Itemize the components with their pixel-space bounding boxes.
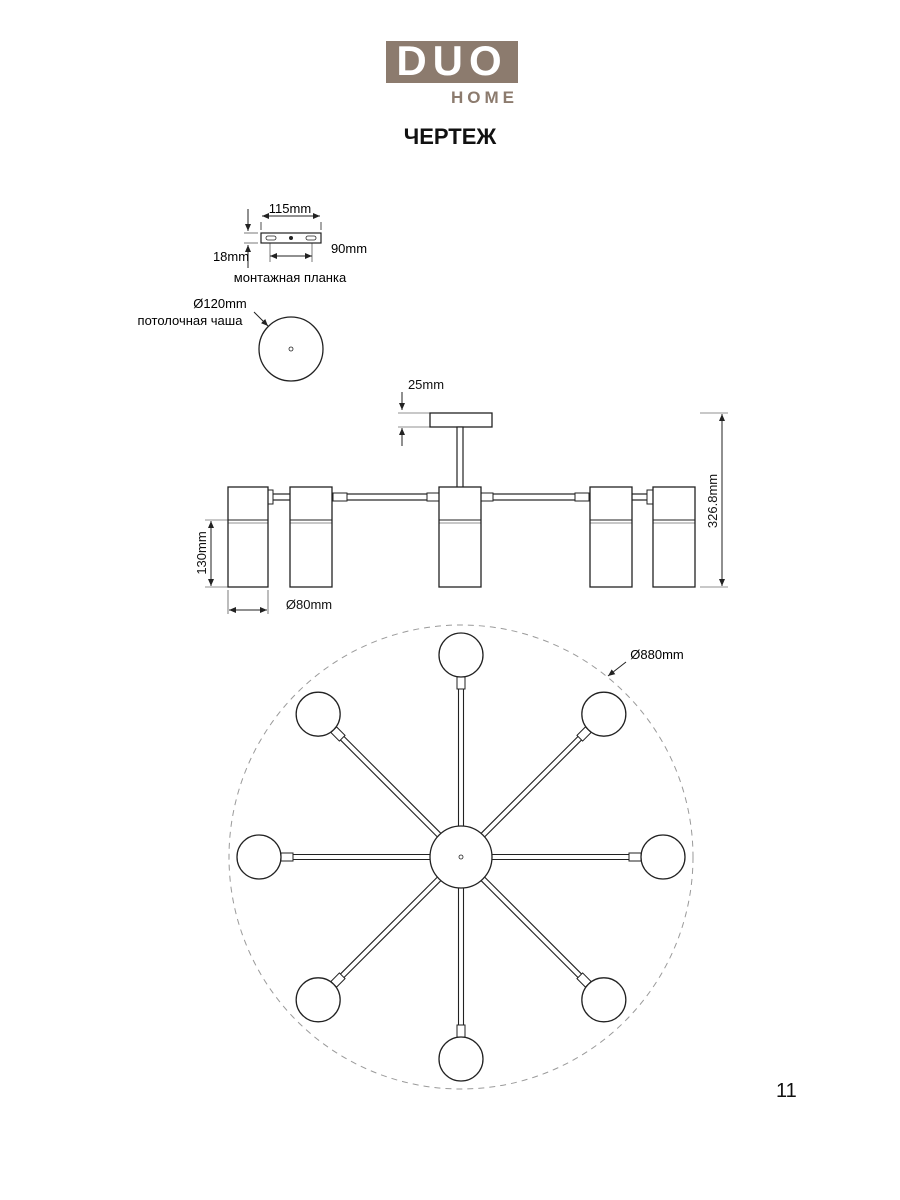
mounting-plate-diagram: [213, 201, 367, 285]
side-view-diagram: [194, 377, 728, 614]
top-view-diagram: [229, 625, 693, 1089]
shade-diameter-label: Ø80mm: [285, 597, 333, 612]
mounting-plate-caption: монтажная планка: [233, 270, 347, 285]
brand-logo-subtext: HOME: [451, 88, 518, 107]
mounting-plate-height-label: 18mm: [212, 249, 250, 264]
top-arm: [237, 835, 430, 879]
overall-diameter-label: Ø880mm: [630, 647, 684, 662]
top-arm: [439, 633, 483, 826]
top-arm-connector: [457, 677, 465, 689]
ceiling-cup-caption: потолочная чаша: [137, 313, 243, 328]
top-arm-connector: [281, 853, 293, 861]
top-globe-shade: [296, 692, 340, 736]
top-arm: [481, 877, 626, 1022]
side-shade: [653, 487, 695, 587]
side-shade: [228, 487, 268, 587]
top-arm-connector: [457, 1025, 465, 1037]
top-arm-connector: [629, 853, 641, 861]
side-shade: [290, 487, 332, 587]
side-shade: [439, 487, 481, 587]
top-arm: [439, 888, 483, 1081]
top-globe-shade: [439, 633, 483, 677]
ceiling-cup-diagram: [138, 296, 323, 381]
ceiling-cup-diameter-label: Ø120mm: [193, 296, 247, 311]
top-arm: [296, 692, 441, 837]
top-globe-shade: [296, 978, 340, 1022]
top-globe-shade: [582, 692, 626, 736]
brand-logo-text: DUO: [396, 37, 508, 84]
top-arm: [492, 835, 685, 879]
top-arm: [296, 877, 441, 1022]
shade-height-label: 130mm: [194, 531, 209, 575]
page-title: ЧЕРТЕЖ: [403, 124, 497, 149]
top-globe-shade: [582, 978, 626, 1022]
top-globe-shade: [439, 1037, 483, 1081]
top-globe-shade: [641, 835, 685, 879]
side-stem: [457, 427, 463, 490]
canopy-height-label: 25mm: [407, 377, 445, 392]
page-number: 11: [776, 1080, 797, 1102]
side-shade: [590, 487, 632, 587]
total-height-label: 326.8mm: [705, 473, 720, 529]
side-canopy: [430, 413, 492, 427]
top-arm: [481, 692, 626, 837]
top-globe-shade: [237, 835, 281, 879]
mounting-plate-spacing-label: 90mm: [330, 241, 368, 256]
mounting-plate-width-label: 115mm: [268, 201, 312, 216]
